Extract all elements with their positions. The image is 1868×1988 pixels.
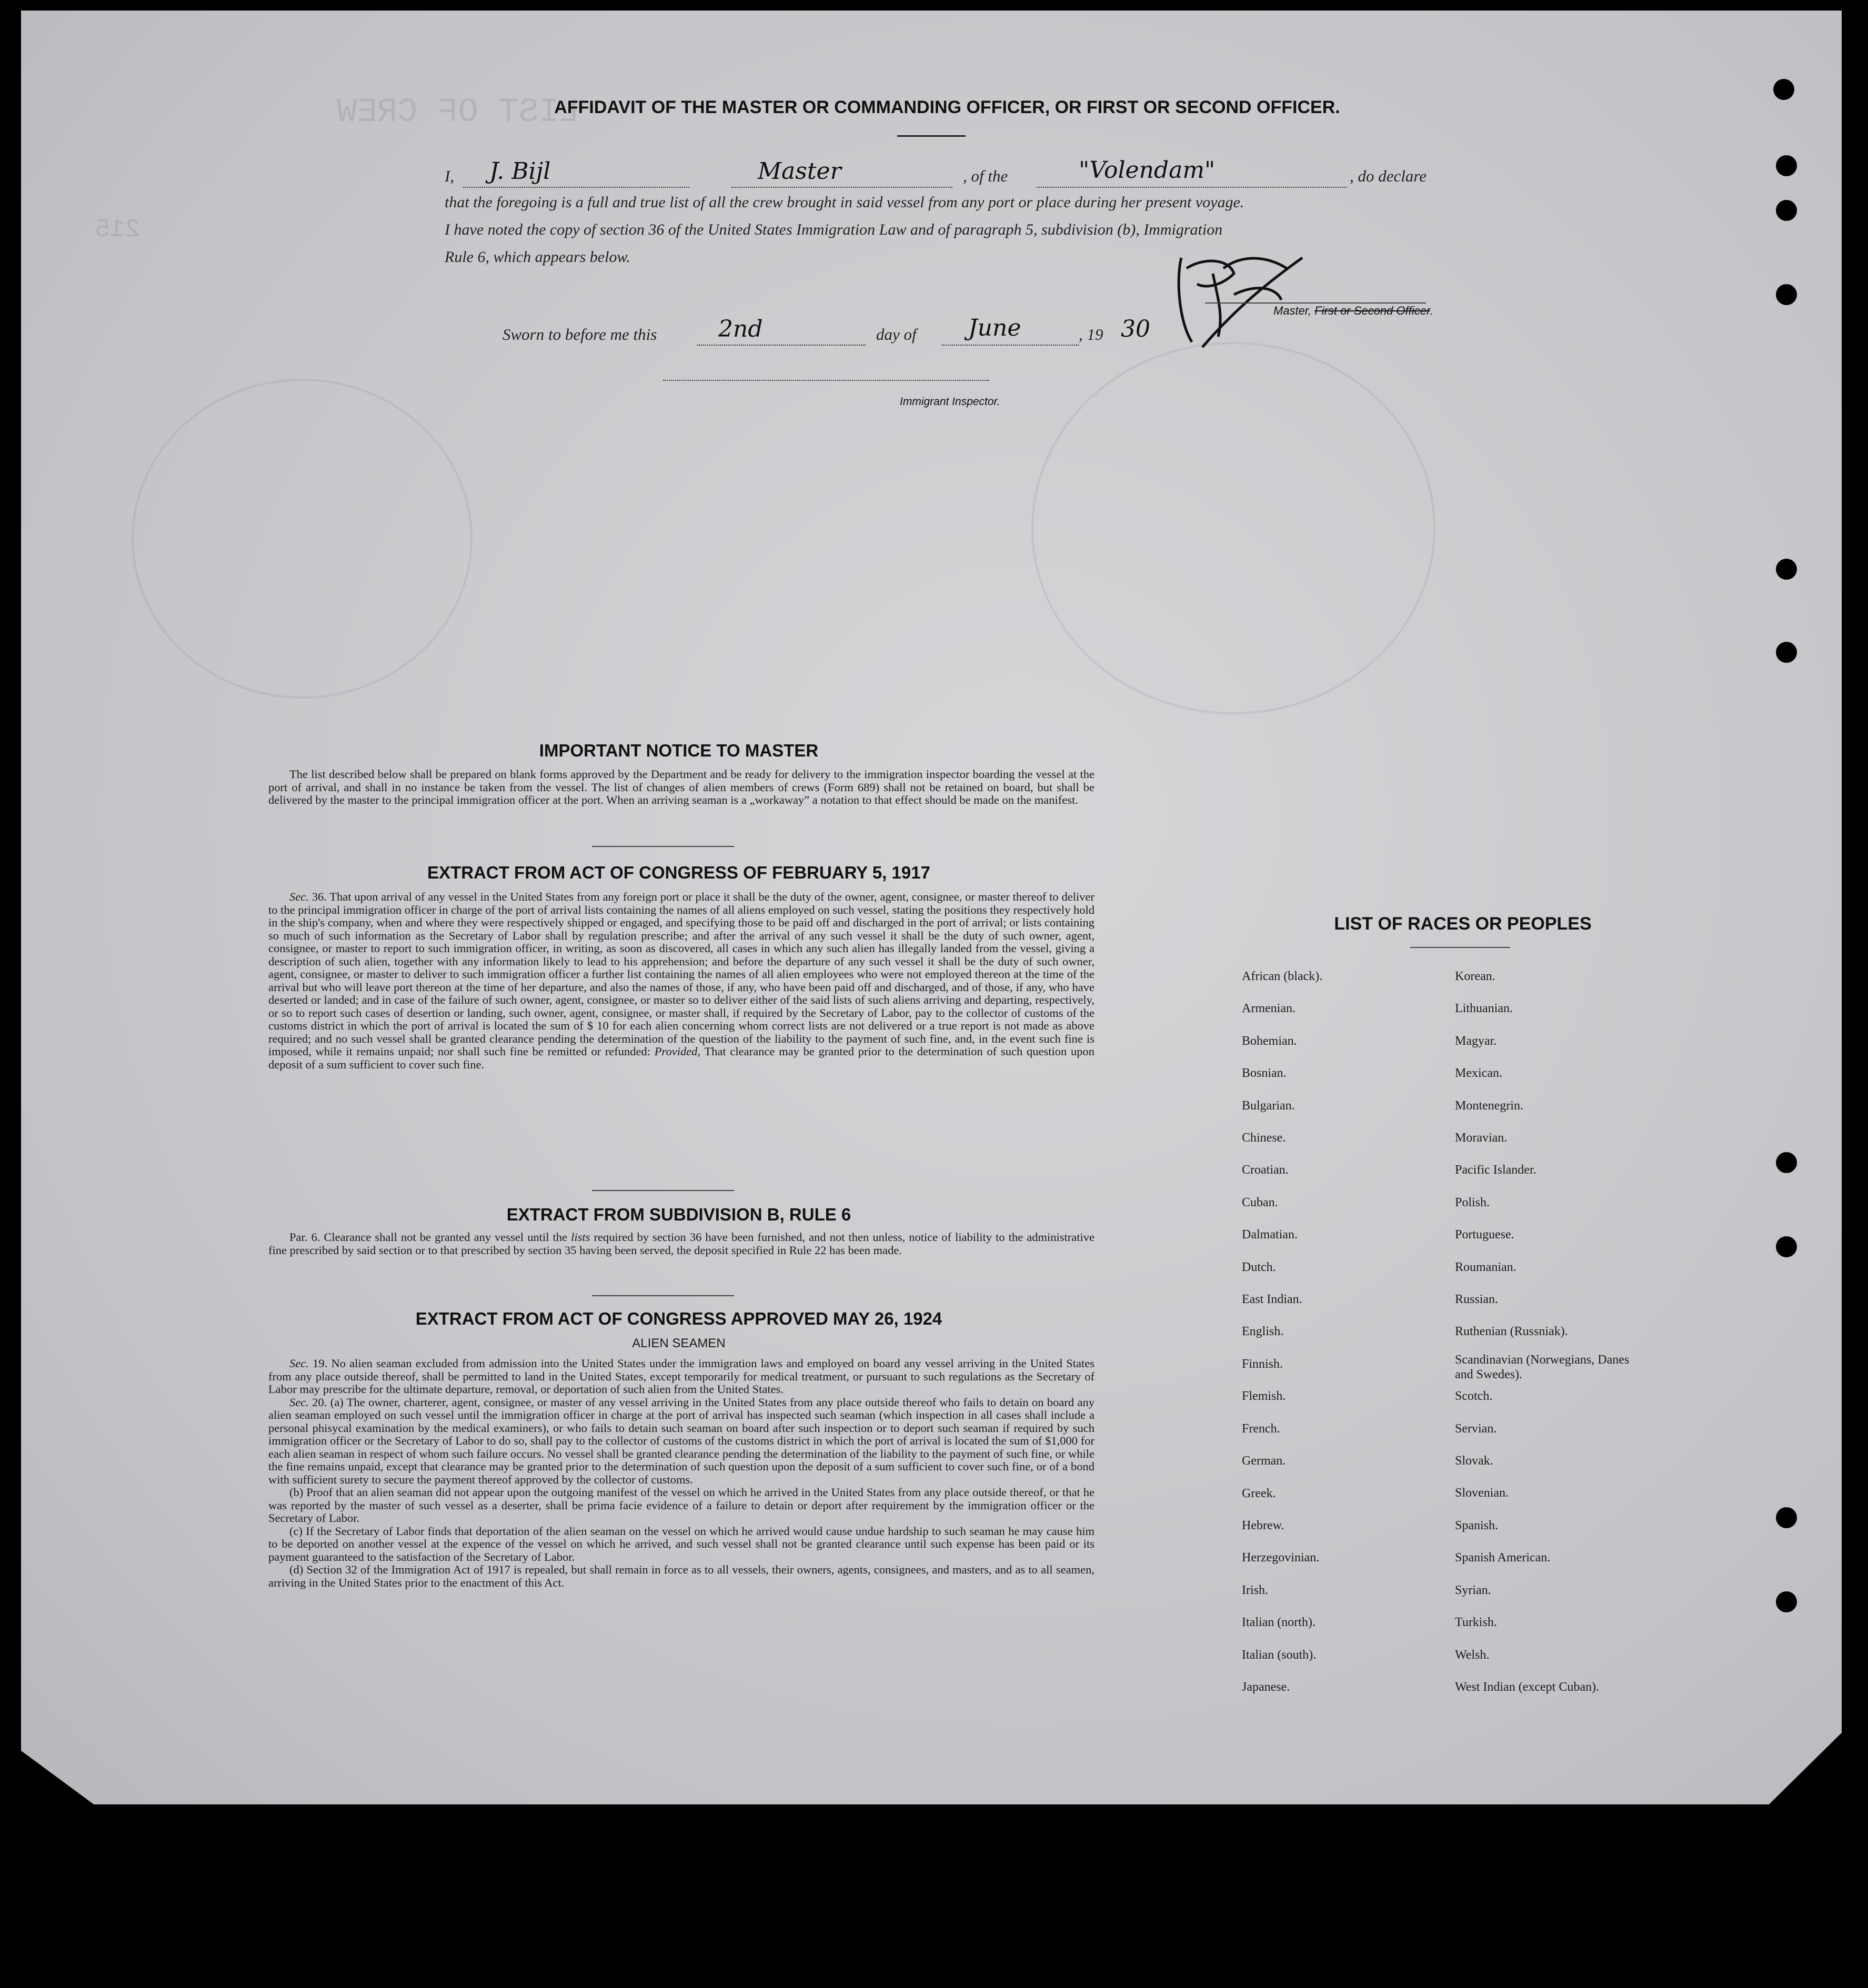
punch-hole [1776,1591,1797,1612]
rule6-body-a: Par. 6. Clearance shall not be granted any vessel until the [289,1230,568,1244]
race-item: Croatian. [1242,1163,1289,1177]
day-of-text: day of [876,325,917,344]
section-20d-paragraph: (d) Section 32 of the Immigration Act of 1917 is repealed, but shall remain in force as to all vessels, their owners, agents, consignees, and masters, and as to all seamen, arriving in the United States prior to the enactment of this Act. [268,1563,1094,1589]
punch-hole [1776,1236,1797,1257]
race-item: Russian. [1455,1293,1499,1307]
rank-line [731,187,952,188]
race-item: Herzegovinian. [1242,1551,1320,1565]
race-item: Portuguese. [1455,1228,1514,1242]
punch-hole [1773,79,1794,100]
bleed-through-title: LIST OF CREW [337,94,579,132]
sworn-month: June [968,315,1021,341]
race-item: Syrian. [1455,1583,1491,1597]
section-36-body: 36. That upon arrival of any vessel in the United States from any foreign port or place it shall be the duty of the owner, agent, consignee, or master thereof to deliver to the principal immigration officer in charge of the port of arrival lists containing the names of all aliens employed on such vessel, stating the positions they respectively hold in the ship's company, when and where they were respectively shipped or engaged, and specifying those to be paid off and discharged in the port of arrival; or lists containing so much of such information as the Secretary of Labor shall by regulation prescribe; and after the arrival of any such vessel it shall be the duty of such owner, agent, consignee, or master to report to such immigration officer, in writing, as soon as discovered, all cases in which any such alien has illegally landed from the vessel, giving a description of such alien, together with any information likely to lead to his apprehension; and before the departure of any such vessel it shall be the duty of such owner, agent, consignee, or master to deliver to such immigration officer a further list containing the names of all alien employees who were not employed thereon at the time of the arrival but who will leave port thereon at the time of her departure, and also the names of those, if any, who have been paid off and discharged, and of those, if any, who have deserted or landed; and in case of the failure of such owner, agent, consignee, or master so to deliver either of the said lists of such aliens arriving and departing, respectively, or so to report such cases of desertion or landing, such owner, agent, consignee, or master shall, if required by the Secretary of Labor, pay to the collector of customs of the customs district in which the port of arrival is located the sum of $ 10 for each alien concerning whom correct lists are not delivered or a true report is not made as above required; and no such vessel shall be granted clearance pending the determination of the question of the liability to the payment of such fine, and, in the event such fine is imposed, while it remains unpaid; nor shall such fine be remitted or refunded: [268,890,1094,1058]
extract-1917-title: EXTRACT FROM ACT OF CONGRESS OF FEBRUARY 5, 1917 [427,863,930,882]
race-item: West Indian (except Cuban). [1455,1680,1599,1694]
race-item: Spanish. [1455,1518,1499,1532]
section-20a-body: 20. (a) The owner, charterer, agent, consignee, or master of any vessel arriving in the United States from any place outside thereof who fails to detain on board any alien seaman employed on such vessel until the immigration officer in charge at the port of arrival has inspected such seaman (which inspection in all cases shall include a personal phisycal examination by the medical examiners), or who fails to detain such seaman on board after such inspection or to deport such seaman if required by such immigration officer or the Secretary of Labor to do so, shall pay to the collector of customs of the customs district in which the port of arrival is located the sum of $1,000 for each alien seaman in respect of whom such failure occurs. No vessel shall be granted clearance pending the determination of the liability to the payment of such fine, or while the fine remains unpaid, except that clearance may be granted prior to the determination of such question upon the deposit of a sum sufficient to cover such fine, or of a bond with sufficient surety to secure the payment thereof approved by the collector of customs. [268,1395,1094,1486]
race-item: Polish. [1455,1195,1490,1209]
sec-label: Sec. [289,1357,309,1370]
race-item: Pacific Islander. [1455,1163,1536,1177]
race-item: Bohemian. [1242,1034,1297,1048]
notice-text [268,768,1094,807]
of-the-text: , of the [963,167,1008,185]
extract-1917-text [268,891,1094,1071]
section-19-body: 19. No alien seaman excluded from admission into the United States under the immigration laws and employed on board any vessel arriving in the United States from any place outside thereof, shall be permitted to land in the United States, except temporarily for medical treatment, or pursuant to such regulations as the Secretary of Labor may prescribe for the ultimate departure, removal, or deportation of such alien from the United States. [268,1357,1095,1396]
race-item: African (black). [1242,970,1323,983]
sworn-prefix: Sworn to before me this [503,325,657,344]
punch-hole [1776,1507,1797,1528]
race-item: Chinese. [1242,1131,1286,1145]
bleed-through-stamp [1031,342,1435,714]
provided-label: Provided, [654,1045,701,1058]
race-item: Mexican. [1455,1066,1502,1081]
races-column-1 [1242,961,1322,1703]
affidavit-i-prefix: I, [445,167,455,185]
race-item: German. [1242,1454,1286,1468]
race-item: East Indian. [1242,1293,1302,1307]
signature-caption [1273,304,1433,318]
section-36-paragraph [268,891,1094,1071]
race-item: Magyar. [1455,1034,1497,1048]
affidavit-line-3: I have noted the copy of section 36 of the United States Immigration Law and of paragraph 5, subdivision (b), Immigration [445,221,1223,238]
inspector-label: Immigrant Inspector. [900,396,1000,408]
extract-rule6-rule [592,1295,734,1296]
vessel-name-line [1037,187,1347,188]
punch-hole [1776,284,1797,305]
sec-label: Sec. [289,890,309,903]
races-column-2 [1455,961,1644,1703]
race-item: Montenegrin. [1455,1098,1523,1113]
sworn-day-line [697,345,866,346]
race-item: Greek. [1242,1486,1276,1500]
race-item: Italian (south). [1242,1648,1317,1662]
race-item: Lithuanian. [1455,1002,1513,1016]
signature-line [1205,302,1426,304]
extract-1924-text [268,1357,1094,1589]
master-name-line [463,187,689,188]
race-item: Japanese. [1242,1680,1290,1694]
race-item: French. [1242,1421,1280,1436]
race-item: Roumanian. [1455,1260,1517,1274]
affidavit-line-2: that the foregoing is a full and true list of all the crew brought in said vessel from any port or place during her present voyage. [445,194,1244,211]
race-item: Bosnian. [1242,1066,1287,1081]
race-item: Moravian. [1455,1131,1508,1145]
race-item: Irish. [1242,1583,1268,1597]
extract-rule6-text [268,1231,1094,1257]
notice-rule [592,846,734,847]
signature-caption-struck: First or Second Officer [1314,304,1430,317]
section-19-paragraph [268,1357,1094,1396]
sec-label: Sec. [289,1395,309,1409]
section-20b-paragraph: (b) Proof that an alien seaman did not appear upon the outgoing manifest of the vessel on which he arrived in the United States from any place outside thereof, or that he was reported by the master of such vessel as a deserter, shall be prima facie evidence of a failure to detain or deport after requirement by the immigration officer or the Secretary of Labor. [268,1486,1094,1525]
race-item: Cuban. [1242,1195,1278,1209]
rule6-body-b: required by section 36 have been furnished, and not then unless, notice of liability to the administrative fine prescribed by said section or to that prescribed by section 35 having been served, the deposit specified in Rule 22 has been made. [268,1230,1095,1257]
affidavit-line-4: Rule 6, which appears below. [445,248,630,266]
lists-label: lists [571,1230,590,1244]
sworn-month-line [942,345,1079,346]
section-20c-paragraph: (c) If the Secretary of Labor finds that deportation of the alien seaman on the vessel on which he arrived would cause undue hardship to such seaman he may cause him to be deported on another vessel at the expence of the vessel on which he arrived, and such vessel shall not be granted clearance until such expense has been paid or its payment guaranteed to the satisfaction of the Secretary of Labor. [268,1524,1094,1563]
notice-title: IMPORTANT NOTICE TO MASTER [539,741,819,760]
extract-1924-subtitle: ALIEN SEAMEN [632,1336,726,1350]
race-item: Korean. [1455,970,1495,983]
inspector-line [663,380,989,381]
rank: Master [758,158,841,185]
notice-paragraph: The list described below shall be prepared on blank forms approved by the Department and be ready for delivery to the immigration inspector boarding the vessel at the port of arrival, and shall in no instance be taken from the vessel. The list of changes of alien members of crews (Form 689) shall not be retained on board, but shall be delivered by the master to the principal immigration officer at the port. When an arriving seaman is a „workaway” a notation to that effect should be made on the manifest. [268,768,1094,806]
punch-hole [1776,155,1797,176]
punch-hole [1776,200,1797,221]
race-item: Finnish. [1242,1357,1283,1371]
race-item: Ruthenian (Russniak). [1455,1325,1568,1339]
races-title: LIST OF RACES OR PEOPLES [1334,914,1592,934]
bleed-through-number: 215 [95,216,140,244]
affidavit-line-1 [445,167,454,186]
punch-hole [1776,642,1797,663]
race-item: Slovenian. [1455,1486,1509,1500]
sworn-year: 30 [1121,316,1150,342]
master-signature [1171,237,1308,352]
signature-caption-master: Master, [1273,304,1315,317]
race-item: Dutch. [1242,1260,1276,1274]
race-item: Hebrew. [1242,1518,1284,1532]
section-20a-paragraph [268,1396,1094,1487]
races-title-rule [1410,947,1510,948]
punch-hole [1776,559,1797,580]
race-item: Bulgarian. [1242,1098,1295,1113]
extract-1924-title: EXTRACT FROM ACT OF CONGRESS APPROVED MAY 26, 1924 [415,1309,942,1328]
race-item: English. [1242,1325,1284,1339]
race-item: Armenian. [1242,1002,1295,1016]
race-item: Dalmatian. [1242,1228,1298,1242]
race-item: Scotch. [1455,1389,1493,1404]
bleed-through-stamp [132,379,473,699]
master-name: J. Bijl [489,158,551,185]
year-prefix: , 19 [1079,325,1103,344]
sworn-day: 2nd [718,316,763,342]
punch-hole [1776,1152,1797,1173]
race-item: Scandinavian (Norwegians, Danes and Swedes). [1455,1353,1630,1381]
race-item: Spanish American. [1455,1551,1551,1565]
vessel-name: "Volendam" [1079,157,1216,184]
signature-caption-end: . [1430,304,1433,317]
do-declare-text: , do declare [1350,167,1427,185]
race-item: Servian. [1455,1421,1497,1436]
extract-1917-rule [592,1190,734,1191]
race-item: Flemish. [1242,1389,1286,1404]
affidavit-title: AFFIDAVIT OF THE MASTER OR COMMANDING OFFICER, OR FIRST OR SECOND OFFICER. [554,97,1340,117]
race-item: Slovak. [1455,1454,1493,1468]
race-item: Turkish. [1455,1616,1497,1630]
extract-rule6-title: EXTRACT FROM SUBDIVISION B, RULE 6 [506,1205,851,1224]
race-item: Welsh. [1455,1648,1490,1662]
race-item: Italian (north). [1242,1616,1315,1630]
affidavit-title-rule [897,135,966,137]
rule6-paragraph [268,1231,1094,1257]
section-36-end: That clearance may be granted prior to the determination of such question upon deposit of a sum sufficient to cover such fine. [268,1045,1095,1071]
